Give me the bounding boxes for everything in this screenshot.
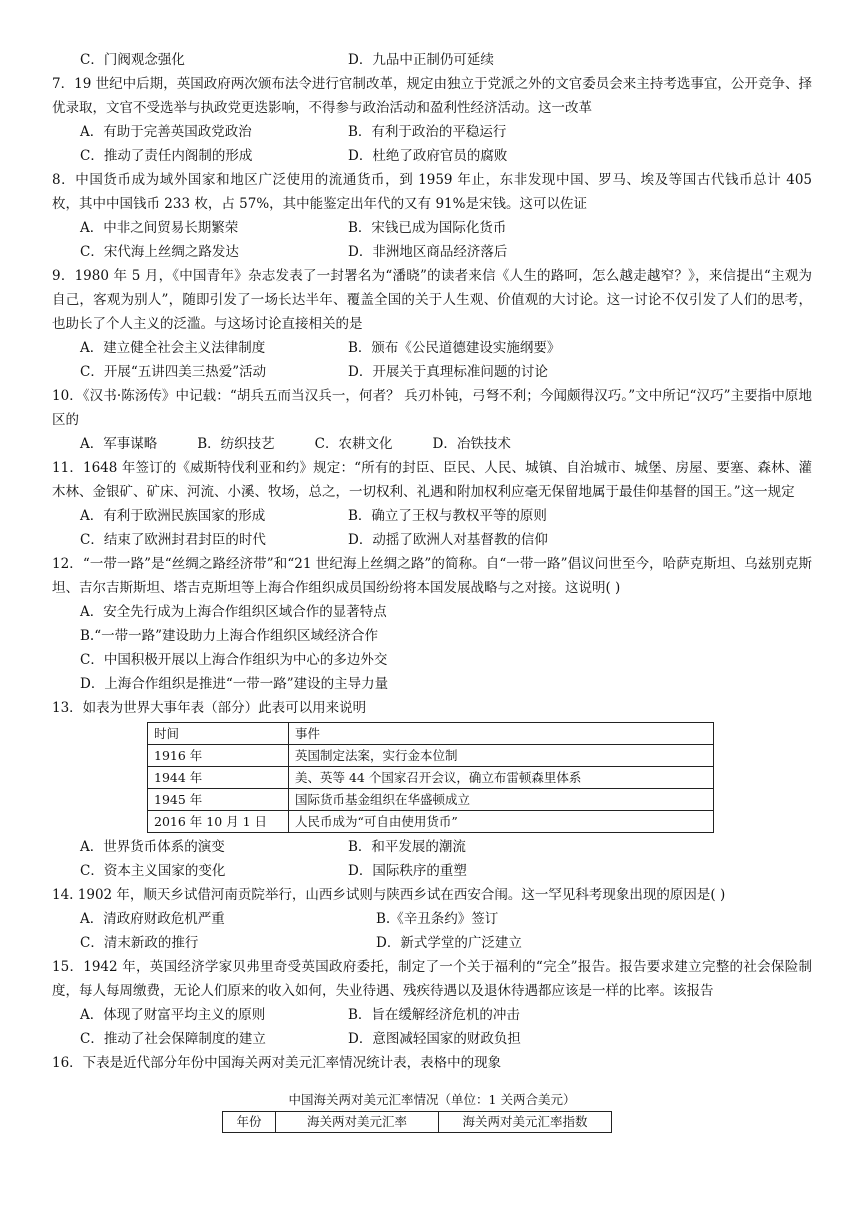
table-row [148,811,714,833]
q13-option-b[interactable]: B．和平发展的潮流 [348,839,466,855]
q13-option-c[interactable]: C．资本主义国家的变化 [80,863,226,879]
q6-options-row [52,48,812,72]
q11-options-row-2 [52,528,812,552]
q7-stem: 7．19 世纪中后期，英国政府两次颁布法令进行官制改革，规定由独立于党派之外的文官委员会来主持考选事宜，公开竞争、择优录取，文官不受选举与执政党更迭影响，不得参与政治活动和盈利性经济活动。这一改革 [52,76,812,116]
q7-option-c[interactable]: C．推动了责任内阁制的形成 [80,148,253,164]
q12-stem: 12．“一带一路”是“丝绸之路经济带”和“21 世纪海上丝绸之路”的简称。自“一带一路”倡议问世至今，哈萨克斯坦、乌兹别克斯坦、吉尔吉斯斯坦、塔吉克斯坦等上海合作组织成员国纷纷将本国发展战略与之对接。这说明( ) [52,556,812,596]
q10-option-b[interactable]: B．纺织技艺 [197,436,275,452]
q13-options-row-1 [52,835,812,859]
table-header-cell: 事件 [289,723,714,745]
q7-option-d[interactable]: D．杜绝了政府官员的腐败 [348,148,508,164]
table-header-row [148,723,714,745]
q8-option-c[interactable]: C．宋代海上丝绸之路发达 [80,244,239,260]
q8-stem: 8．中国货币成为域外国家和地区广泛使用的流通货币，到 1959 年止，东非发现中国、罗马、埃及等国古代钱币总计 405 枚，其中中国钱币 233 枚，占 57%，其中能鉴定出年代的又有 91%是宋钱。这可以佐证 [52,172,812,212]
q14-option-a[interactable]: A．清政府财政危机严重 [80,911,225,927]
q14-option-c[interactable]: C．清末新政的推行 [80,935,199,951]
table-header-cell: 海关两对美元汇率指数 [439,1112,612,1133]
q14-stem: 14. 1902 年，顺天乡试借河南贡院举行，山西乡试则与陕西乡试在西安合闱。这一罕见科考现象出现的原因是( ) [52,887,726,903]
q8-option-a[interactable]: A．中非之间贸易长期繁荣 [80,220,239,236]
exam-page [52,48,812,1133]
q15-option-a[interactable]: A．体现了财富平均主义的原则 [80,1007,266,1023]
q9-stem: 9．1980 年 5 月，《中国青年》杂志发表了一封署名为“潘晓”的读者来信《人生的路呵，怎么越走越窄？》，来信提出“主观为自己，客观为别人”，随即引发了一场长达半年、覆盖全国的关于人生观、价值观的大讨论。这一讨论不仅引发了人们的思考，也助长了个人主义的泛滥。与这场讨论直接相关的是 [52,268,812,332]
table-cell: 1945 年 [148,789,289,811]
q8-options-row-2 [52,240,812,264]
q11-option-c[interactable]: C．结束了欧洲封君封臣的时代 [80,532,266,548]
q8-option-d[interactable]: D．非洲地区商品经济落后 [348,244,508,260]
table-header-cell: 时间 [148,723,289,745]
table-cell: 美、英等 44 个国家召开会议，确立布雷顿森里体系 [289,767,714,789]
q6-option-c[interactable]: C．门阀观念强化 [80,52,185,68]
q8-options-row-1 [52,216,812,240]
table-cell: 英国制定法案，实行金本位制 [289,745,714,767]
q7-options-row-1 [52,120,812,144]
q12-option-d[interactable]: D．上海合作组织是推进“一带一路”建设的主导力量 [80,676,389,692]
q9-option-b[interactable]: B．颁布《公民道德建设实施纲要》 [348,340,561,356]
table-header-row [223,1112,612,1133]
table-header-cell: 年份 [223,1112,276,1133]
q15-option-d[interactable]: D．意图减轻国家的财政负担 [348,1031,521,1047]
q11-options-row-1 [52,504,812,528]
q13-events-table [147,722,714,833]
q12-option-c[interactable]: C．中国积极开展以上海合作组织为中心的多边外交 [80,652,388,668]
q14-options-row-1 [52,907,812,931]
table-cell: 国际货币基金组织在华盛顿成立 [289,789,714,811]
q16-rate-table [222,1111,612,1133]
q14-options-row-2 [52,931,812,955]
q11-option-b[interactable]: B．确立了王权与教权平等的原则 [348,508,547,524]
q13-options-row-2 [52,859,812,883]
q9-options-row-2 [52,360,812,384]
q9-option-a[interactable]: A．建立健全社会主义法律制度 [80,340,266,356]
q14-option-d[interactable]: D．新式学堂的广泛建立 [376,935,522,951]
q7-options-row-2 [52,144,812,168]
table-cell: 1944 年 [148,767,289,789]
q7-option-a[interactable]: A．有助于完善英国政党政治 [80,124,252,140]
q13-stem: 13．如表为世界大事年表（部分）此表可以用来说明 [52,700,367,716]
q13-option-a[interactable]: A．世界货币体系的演变 [80,839,225,855]
q12-option-b[interactable]: B.“一带一路”建设助力上海合作组织区域经济合作 [80,628,379,644]
q16-table-caption: 中国海关两对美元汇率情况（单位：1 关两合美元） [288,1092,576,1107]
q11-stem: 11．1648 年签订的《威斯特伐利亚和约》规定：“所有的封臣、臣民、人民、城镇、自治城市、城堡、房屋、要塞、森林、灌木林、金银矿、矿床、河流、小溪、牧场，总之，一切权利、礼遇和附加权利应毫无保留地属于最佳仰基督的国王。”这一规定 [52,460,812,500]
q11-option-d[interactable]: D．动摇了欧洲人对基督教的信仰 [348,532,548,548]
q15-option-b[interactable]: B．旨在缓解经济危机的冲击 [348,1007,520,1023]
q9-option-d[interactable]: D．开展关于真理标准问题的讨论 [348,364,548,380]
q13-option-d[interactable]: D．国际秩序的重塑 [348,863,467,879]
q9-options-row-1 [52,336,812,360]
q15-stem: 15．1942 年，英国经济学家贝弗里奇受英国政府委托，制定了一个关于福利的“完全”报告。报告要求建立完整的社会保险制度，每人每周缴费，无论人们原来的收入如何，失业待遇、残疾待遇以及退休待遇都应该是一样的比率。该报告 [52,959,812,999]
table-cell: 1916 年 [148,745,289,767]
q11-option-a[interactable]: A．有利于欧洲民族国家的形成 [80,508,266,524]
q7-option-b[interactable]: B．有利于政治的平稳运行 [348,124,507,140]
q6-option-d[interactable]: D．九品中正制仍可延续 [348,52,494,68]
table-cell: 人民币成为“可自由使用货币” [289,811,714,833]
q9-option-c[interactable]: C．开展“五讲四美三热爱”活动 [80,364,267,380]
table-row [148,745,714,767]
q10-option-a[interactable]: A．军事谋略 [80,436,158,452]
table-row [148,789,714,811]
q10-options-row [52,432,812,456]
table-cell: 2016 年 10 月 1 日 [148,811,289,833]
q12-option-a[interactable]: A．安全先行成为上海合作组织区域合作的显著特点 [80,604,387,620]
table-row [148,767,714,789]
q16-stem: 16．下表是近代部分年份中国海关两对美元汇率情况统计表，表格中的现象 [52,1055,502,1071]
q8-option-b[interactable]: B．宋钱已成为国际化货币 [348,220,507,236]
q10-stem: 10．《汉书·陈汤传》中记载：“胡兵五而当汉兵一，何者？ 兵刃朴钝，弓弩不利；今闻颇得汉巧。”文中所记“汉巧”主要指中原地区的 [52,388,812,428]
q15-options-row-1 [52,1003,812,1027]
q14-option-b[interactable]: B.《辛丑条约》签订 [376,911,499,927]
table-header-cell: 海关两对美元汇率 [276,1112,439,1133]
q15-option-c[interactable]: C．推动了社会保障制度的建立 [80,1031,266,1047]
q15-options-row-2 [52,1027,812,1051]
q10-option-c[interactable]: C．农耕文化 [314,436,393,452]
q10-option-d[interactable]: D．冶铁技术 [432,436,511,452]
